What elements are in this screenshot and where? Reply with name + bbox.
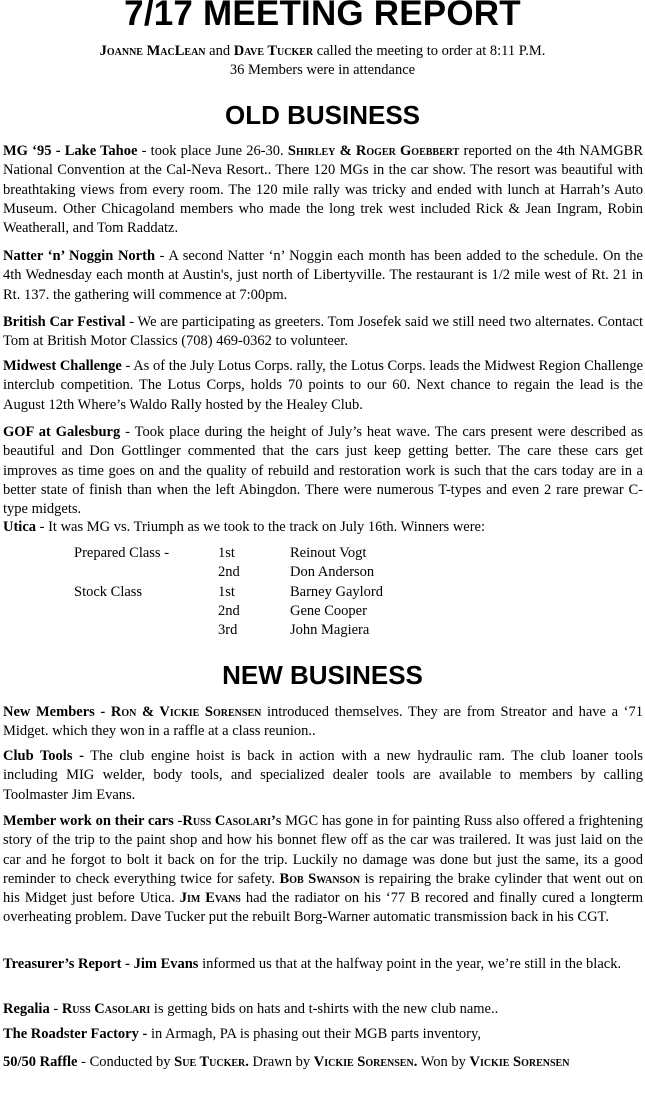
attendance-line: 36 Members were in attendance (229, 62, 416, 78)
item-name: Vickie Sorensen. (313, 1054, 418, 1070)
item-text: is getting bids on hats and t-shirts with the new club name.. (150, 1001, 499, 1017)
result-row (74, 563, 383, 582)
item-text: - (173, 813, 183, 829)
item-name: Vickie Sorensen (469, 1054, 570, 1070)
result-row (74, 544, 383, 563)
result-name: Barney Gaylord (290, 583, 384, 600)
result-row (74, 621, 383, 640)
item-text: introduced themselves. They are from Streator and have a ‘71 Midget. which they won in a raffle at a class reunion.. (3, 704, 643, 740)
item-text: MGC has gone in for painting Russ also offered a frightening story of the trip to the paint shop and how his bonnet flew off as the car was trailered. It was just laid on the car and he forgot to bolt it back on for the trip. Luckily no damage was done but just the same, its a good reminder to check everything twice for safety. (3, 813, 643, 887)
result-name: John Magiera (290, 622, 370, 639)
item-label: British Car Festival (3, 314, 126, 330)
item-label: New Members - (3, 704, 111, 720)
item-regalia (3, 1000, 643, 1019)
item-label: Club Tools - (3, 748, 84, 764)
result-row (74, 602, 383, 621)
item-label: 50/50 Raffle (3, 1054, 78, 1070)
result-class: Stock Class (74, 583, 143, 600)
item-label: Regalia (3, 1001, 50, 1017)
item-label: Midwest Challenge (3, 358, 122, 374)
result-place: 3rd (218, 622, 238, 639)
intro-name-2: Dave Tucker (233, 43, 314, 59)
utica-results (74, 544, 383, 640)
item-raffle (3, 1053, 643, 1072)
item-text: had the radiator on his ‘77 B recored and finally cured a longterm overheating problem. Dave Tucker put the rebuilt Borg-Warner automatic transmission back in his CGT. (3, 890, 643, 926)
item-text: informed us that at the halfway point in the year, we’re still in the black. (198, 956, 622, 972)
result-place: 1st (218, 583, 235, 600)
item-text: - A second Natter ‘n’ Noggin each month has been added to the schedule. On the 4th Wednesday each month at Austin's, just north of Libertyville. The restaurant is 1/2 mile west of Rt. 21 in Rt. 137. the gathering will commence at 7:00pm. (3, 248, 643, 303)
item-name: Jim Evans (179, 890, 241, 907)
item-text: - We are participating as greeters. Tom Josefek said we still need two alternates. Contact Tom at British Motor Classics (708) 469-0362 to volunteer. (3, 314, 643, 350)
item-text: Won by (417, 1054, 470, 1070)
item-utica (3, 518, 643, 537)
result-class (74, 563, 218, 582)
item-name: Sue Tucker. (174, 1054, 249, 1070)
item-label: Utica (3, 519, 37, 535)
result-place: 2nd (218, 602, 240, 619)
result-class (74, 602, 218, 621)
item-name: Shirley & Roger Goebbert (287, 143, 460, 159)
page-title: 7/17 MEETING REPORT (124, 0, 521, 33)
old-business-heading: OLD BUSINESS (224, 100, 421, 130)
intro-name-1: Joanne MacLean (99, 43, 206, 59)
result-class: Prepared Class - (74, 545, 170, 561)
item-text: - Conducted by (77, 1054, 175, 1070)
result-place: 2nd (218, 564, 240, 581)
item-name: Russ Casolari (61, 1001, 151, 1017)
item-midwest-challenge (3, 357, 643, 415)
item-gof-galesburg (3, 423, 643, 519)
result-class (74, 621, 218, 640)
item-british-car-festival (3, 313, 643, 352)
result-row (74, 583, 383, 602)
intro-line (0, 42, 645, 60)
item-club-tools (3, 747, 643, 805)
item-member-work (3, 812, 643, 928)
result-name: Reinout Vogt (290, 545, 367, 561)
item-label: GOF at Galesburg (3, 424, 121, 440)
result-name: Gene Cooper (290, 602, 367, 619)
item-treasurer-report (3, 955, 643, 974)
item-label: Treasurer’s Report - Jim Evans (3, 956, 199, 972)
intro-text-2: called the meeting to order at 8:11 P.M. (313, 43, 546, 59)
item-name: Russ Casolari’s (182, 813, 282, 829)
item-text: - took place June 26-30. (137, 143, 288, 159)
item-name: Ron & Vickie Sorensen (110, 704, 262, 720)
item-text: reported on the 4th NAMGBR National Convention at the Cal-Neva Resort.. There 120 MGs in the car show. The resort was beautiful with breathtaking views from every room. The 120 mile rally was tricky and ended with lunch at Harrah’s Auto Museum. Other Chicagoland members who made the long trek west included Rick & Jean Ingram, Robin Weatherall, and Tom Raddatz. (3, 143, 644, 237)
item-label: Member work on their cars (3, 813, 174, 829)
item-roadster-factory (3, 1025, 643, 1044)
item-text: - It was MG vs. Triumph as we took to the track on July 16th. Winners were: (36, 519, 486, 535)
item-natter (3, 247, 643, 305)
item-new-members (3, 703, 643, 742)
item-text: is repairing the brake cylinder that went out on his Midget just before Utica. (3, 870, 643, 907)
item-label: MG ‘95 - Lake Tahoe (3, 143, 138, 159)
item-text: - (49, 1001, 62, 1017)
item-text: - Took place during the height of July’s heat wave. The cars present were described as beautiful and Don Gottlinger commented that the cars just keep getting better. The care these cars get improves as time goes on and the quality of rebuild and restoration work is such that the cars today are in a better state of finish than when the left Abingdon. There were numerous T-types and even 2 rare prewar C-type midgets. (3, 424, 643, 518)
item-mg95 (3, 142, 643, 238)
item-label: Natter ‘n’ Noggin North (3, 248, 156, 264)
item-label: The Roadster Factory - (3, 1026, 148, 1042)
item-text: Drawn by (248, 1054, 314, 1070)
item-text: - As of the July Lotus Corps. rally, the Lotus Corps. leads the Midwest Region Challenge interclub competition. The Lotus Corps, holds 70 points to our 60. Next chance to regain the lead is the August 12th Where’s Waldo Rally hosted by the Healey Club. (3, 358, 644, 413)
item-text: in Armagh, PA is phasing out their MGB parts inventory, (147, 1026, 481, 1042)
item-text: The club engine hoist is back in action with a new hydraulic ram. The club loaner tools including MIG welder, body tools, and specialized dealer tools are available to members by calling Toolmaster Jim Evans. (3, 748, 643, 803)
result-name: Don Anderson (290, 564, 375, 581)
item-name: Bob Swanson (279, 870, 361, 887)
intro-text-1: and (205, 43, 234, 59)
new-business-heading: NEW BUSINESS (222, 660, 423, 690)
result-place: 1st (218, 545, 235, 561)
